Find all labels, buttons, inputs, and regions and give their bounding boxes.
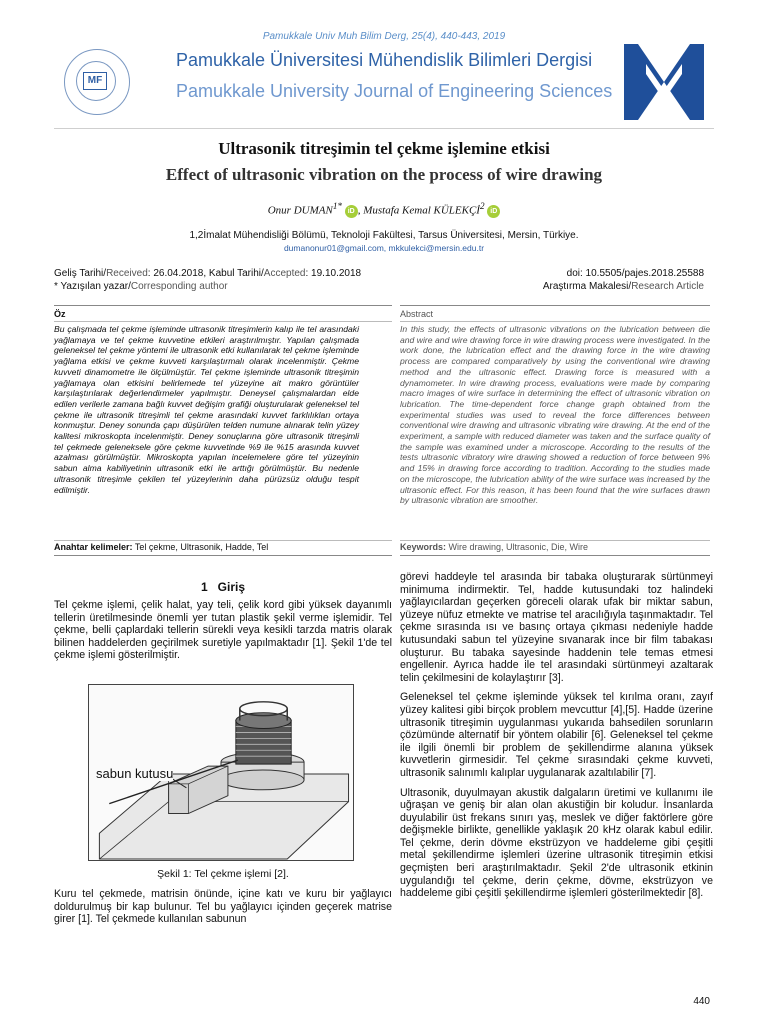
- author-emails[interactable]: dumanonur01@gmail.com, mkkulekci@mersin.edu.tr: [283, 243, 485, 253]
- accepted-date: : 19.10.2018: [305, 268, 362, 279]
- left-column-intro: [54, 599, 392, 669]
- submission-dates: [54, 268, 361, 279]
- abstract-heading: Abstract: [400, 309, 434, 319]
- journal-name-turkish: Pamukkale Üniversitesi Mühendislik Bilimleri Dergisi: [176, 50, 593, 70]
- figure-label-sabun-kutusu: sabun kutusu: [96, 766, 174, 781]
- page-number: 440: [693, 996, 710, 1007]
- author-2-name: Mustafa Kemal KÜLEKÇİ: [363, 204, 480, 217]
- paper-title-english: Effect of ultrasonic vibration on the process of wire drawing: [165, 165, 603, 184]
- left-column-continued: [54, 888, 392, 933]
- keywords-label-en: Keywords:: [400, 542, 447, 552]
- journal-name-english: Pamukkale University Journal of Engineering Sciences: [176, 81, 613, 101]
- keywords-values-tr: Tel çekme, Ultrasonik, Hadde, Tel: [132, 542, 269, 552]
- journal-emblem-logo: [620, 40, 708, 124]
- accepted-label-en: Accepted: [263, 268, 306, 279]
- section-title: Giriş: [217, 580, 246, 594]
- paragraph: görevi haddeyle tel arasında bir tabaka oluşturarak sürtünmeyi minimuma indirmektir. Tel, hadde kutusundaki toz halindeki yağlayıcılardan geçerken göreceli olarak ufak bir miktar sabun, yüzeye nüfuz etmekte ve matrise tel aracılığıyla taşınmaktadır. Tel çekme sırasında ısı ve basınç ortaya çıkması nedeniyle hadde kutusundaki sabun tel yüzeyine sıvanarak ince bir film tabakası oluşturur. Bu tabaka sayesinde haddenin tele temas etmesi engellenir. Ayrıca hadde ile tel arasındaki sürtünmeyi azaltarak telin çekilmesini de kolaylaştırır [3].: [400, 571, 713, 684]
- received-label-tr: Geliş Tarihi/: [54, 268, 107, 279]
- journal-reference: Pamukkale Univ Muh Bilim Derg, 25(4), 440-443, 2019: [262, 31, 506, 42]
- corresponding-author-note: [54, 281, 228, 292]
- article-type-en: Research Article: [631, 281, 704, 292]
- corr-label-tr: * Yazışılan yazar/: [54, 281, 131, 292]
- right-column: [400, 571, 713, 907]
- section-heading: [54, 580, 392, 594]
- author-1-name: Onur DUMAN: [267, 204, 333, 217]
- corr-label-en: Corresponding author: [130, 281, 228, 292]
- keywords-tr: [54, 542, 268, 552]
- abstract-text: In this study, the effects of ultrasonic vibrations on the lubrication between die and wire and wire drawing force in wire drawing process were investigated. In the work done, the lubrication effect and the drawing force in the wire drawing process are compared comparatively by using the conventional wire drawing method and the ultrasonic effect. Drawing force is measured with a dynamometer. In wire drawing process, evaluations were made by comparing macro images of wire surface in determining the effect of ultrasonic vibration on lubrication. The time-dependent force change graph obtained from the experimental studies was used to reveal the force differences between conventional wire drawing and ultrasonic vibrating wire drawing. At the end of the experiment, a sample with reduced diameter was taken and the surface quality of the sample was examined under a microscope. According to the results of the tests ultrasonic vibratory wire drawing showed a reduction of force between 9% and 15% in drawing force according to tradition. According to the studies made on the microscope, the lubrication ability of the wire surface was increased by the ultrasonic effect. For this reason, it has been found that the wire surfaces drawn by ultrasonic vibration are smoother.: [400, 324, 710, 506]
- logo-mf-text: MF: [83, 72, 107, 90]
- orcid-icon[interactable]: iD: [345, 205, 358, 218]
- paragraph: Geleneksel tel çekme işleminde yüksek tel kırılma oranı, zayıf yüzey kalitesi gibi birçok problem mevcuttur [4],[5]. Hadde üzerine ultrasonik titreşimin uygulanması yukarıda bahsedilen sorunların çözümünde alternatif bir yöntem olabilir [6]. Geleneksel tel çekme ile ilgili önemli bir problem de şekillendirme alanına yüksek kuvvetlerin girmesidir. Tel çekme sırasındaki çekme kuvveti, ultrasonik salınımlı kalıplar uygulanarak azaltılabilir [7].: [400, 691, 713, 779]
- paragraph: Ultrasonik, duyulmayan akustik dalgaların üretimi ve kullanımı ile uğraşan ve geniş bir alan olan akustiğin bir koludur. İnsanlarda duyulabilir üst frekans sınırı yaş, meslek ve diğer faktörlere göre değişmekle birlikte, genellikle yaklaşık 20 kHz olarak kabul edilir. Tel çekme, derin dövme ekstrüzyon ve haddeleme gibi çeşitli metal şekillendirme işlemleri üzerine ultrasonik titreşimin etkisi geçmişten beri araştırılmaktadır. Şekil 2'de ultrasonik etkinin uygulandığı tel çekme, derin çekme, dövme, ekstrüzyon ve haddeleme gibi çeşitli şekillendirme işlemleri gösterilmektedir [8].: [400, 786, 713, 900]
- article-type-tr: Araştırma Makalesi/: [542, 281, 632, 292]
- paragraph: Tel çekme işlemi, çelik halat, yay teli, çelik kord gibi yüksek dayanımlı tellerin üretilmesinde önemli yer tutan plastik şekil verme işlemidir. Tel çekme, belli çaplardaki tellerin sürekli veya kesikli tarzda matris olarak bilinen haddelerden geçirilmek suretiyle yapılmaktadır [1]. Şekil 1'de tel çekme işlemi gösterilmiştir.: [54, 599, 392, 662]
- university-seal-logo: [64, 49, 130, 115]
- author-1-sup: 1*: [332, 201, 342, 211]
- figure-1-caption: Şekil 1: Tel çekme işlemi [2].: [157, 868, 289, 880]
- section-number: 1: [200, 580, 208, 594]
- oz-heading: Öz: [54, 309, 66, 319]
- orcid-icon[interactable]: iD: [487, 205, 500, 218]
- doi[interactable]: doi: 10.5505/pajes.2018.25588: [566, 268, 704, 279]
- keywords-en: [400, 542, 588, 552]
- author-2-sup: 2: [479, 201, 485, 211]
- received-label-en: Received: [106, 268, 148, 279]
- paragraph: Kuru tel çekmede, matrisin önünde, içine katı ve kuru bir yağlayıcı doldurulmuş bir kap bulunur. Tel bu yağlayıcı içinden geçerek matrise girer [1]. Tel çekmede kullanılan sabunun: [54, 888, 392, 926]
- author-separator: ,: [357, 204, 364, 217]
- author-line: [0, 201, 768, 218]
- paper-title-turkish: Ultrasonik titreşimin tel çekme işlemine etkisi: [218, 139, 550, 158]
- affiliation: 1,2İmalat Mühendisliği Bölümü, Teknoloji Fakültesi, Tarsus Üniversitesi, Mersin, Türkiye.: [189, 230, 579, 241]
- article-type: [543, 281, 704, 292]
- received-date: : 26.04.2018, Kabul Tarihi/: [147, 268, 264, 279]
- keywords-values-en: Wire drawing, Ultrasonic, Die, Wire: [446, 542, 589, 552]
- keywords-label-tr: Anahtar kelimeler:: [54, 542, 133, 552]
- oz-text: Bu çalışmada tel çekme işleminde ultrasonik titreşimlerin kalıp ile tel arasındaki yağlamaya ve tel çekme kuvvetine etkileri araştırılmıştır. Yapılan çalışmada geleneksel tel çekme yöntemi ile ultrasonik etki kullanılarak tel çekme işleminde yağlama etkisi ve çekme kuvveti karşılaştırmalı olarak incelenmiştir. Çekme kuvveti dinamometre ile ölçülmüştür. Tel çekme işleminde ultrasonik titreşimin yağlamaya olan etkisini belirlemede tel yüzeyine ait makro görüntüler karşılaştırılarak değerlendirmeler yapılmıştır. Deneysel çalışmalardan elde edilen verilerle zamana bağlı kuvvet değişim grafiği oluşturularak geleneksel tel çekme ile ultrasonik titreşimli tel çekme arasındaki kuvvet farklılıkları ortaya konmuştur. Deney sonunda çapı düşürülen telden numune alınarak telin yüzey kalitesi mikroskopta incelenmiştir. Deney sonuçlarına göre ultrasonik titreşimli tel çekmede geleneksele göre çekme kuvvetinde %9 ile %15 arasında kuvvet azalması görülmüştür. Mikroskopta yapılan incelemelere göre tel yüzeyinin sabun alma kabiliyetinin ultrasonik etki ile arttığı görülmüştür. Bu nedenle ultrasonik titreşimle çekilen tel yüzeylerinin daha pürüzsüz olduğu tespit edilmiştir.: [54, 324, 359, 495]
